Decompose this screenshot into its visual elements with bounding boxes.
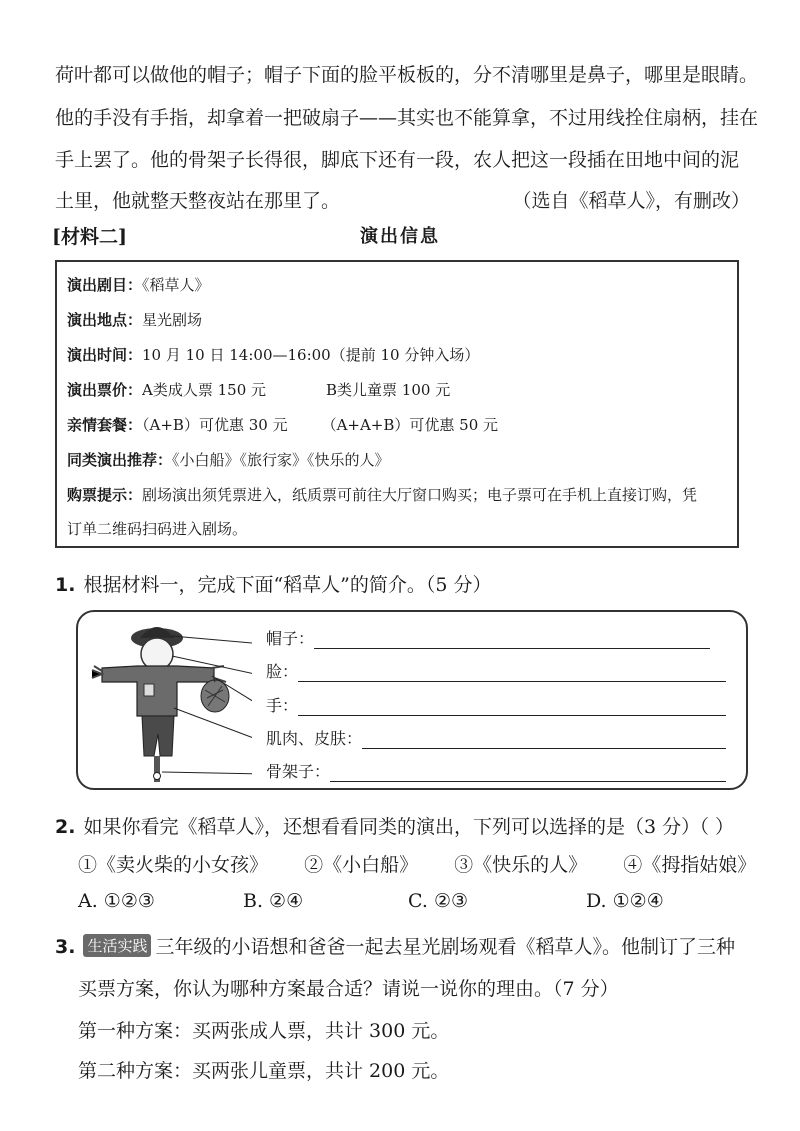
material1-line-2: 他的手没有手指，却拿着一把破扇子——其实也不能算拿，不过用线拴住扇柄，挂在: [55, 107, 759, 129]
choice-b[interactable]: B. ②④: [243, 890, 304, 912]
info-tips-label: 购票提示：: [67, 486, 143, 504]
fill-row-skeleton[interactable]: [266, 759, 726, 782]
answer-line-hat[interactable]: [314, 632, 710, 649]
material2-label: [材料二]: [52, 226, 127, 248]
question-2-options: [78, 850, 786, 877]
answer-line-skeleton[interactable]: [330, 765, 726, 782]
fill-label-face: 脸：: [266, 662, 299, 681]
question-2: [55, 812, 700, 839]
fill-label-skin: 肌肉、皮肤：: [266, 729, 363, 748]
info-tips: [67, 484, 697, 505]
info-family-label: 亲情套餐：: [67, 416, 143, 434]
answer-blank-q2[interactable]: （ ）: [690, 816, 735, 838]
question-3-number: 3.: [55, 936, 76, 958]
info-price-a: A类成人票 150 元: [142, 381, 267, 399]
answer-line-face[interactable]: [298, 665, 726, 682]
choice-d[interactable]: D. ①②④: [586, 890, 664, 912]
option-1: ①《卖火柴的小女孩》: [78, 854, 269, 876]
option-3: ③《快乐的人》: [454, 854, 588, 876]
performance-info-box: [55, 260, 739, 548]
fill-row-face[interactable]: [266, 659, 726, 682]
info-price-b: B类儿童票 100 元: [326, 381, 451, 399]
fill-label-skeleton: 骨架子：: [266, 762, 331, 781]
question-1-number: 1.: [55, 574, 76, 596]
question-2-text: 如果你看完《稻草人》，还想看看同类的演出，下列可以选择的是（3 分）: [83, 816, 701, 838]
plan-2: 第二种方案：买两张儿童票，共计 200 元。: [78, 1060, 450, 1082]
fill-row-skin[interactable]: [266, 726, 726, 749]
answer-line-hand[interactable]: [298, 699, 726, 716]
scarecrow-figure-box: [76, 610, 748, 790]
info-time-value: 10 月 10 日 14:00—16:00（提前 10 分钟入场）: [142, 346, 480, 364]
material1-source: （选自《稻草人》，有删改）: [512, 190, 750, 212]
info-recommend-label: 同类演出推荐：: [67, 451, 173, 469]
info-price-label: 演出票价：: [67, 381, 143, 399]
info-program: [67, 274, 210, 295]
question-3-text-1: 三年级的小语想和爸爸一起去星光剧场观看《稻草人》。他制订了三种: [155, 936, 735, 958]
info-recommend: [67, 449, 390, 470]
info-price: [67, 379, 450, 400]
question-3-text-2: 买票方案，你认为哪种方案最合适？请说一说你的理由。（7 分）: [78, 978, 619, 1000]
fill-label-hat: 帽子：: [266, 629, 315, 648]
material1-line-1: 荷叶都可以做他的帽子；帽子下面的脸平板板的，分不清哪里是鼻子，哪里是眼睛。: [55, 64, 759, 86]
choice-a[interactable]: A. ①②③: [78, 890, 155, 912]
material1-line-3: 手上罢了。他的骨架子长得很，脚底下还有一段，农人把这一段插在田地中间的泥: [55, 149, 740, 171]
material2-title: 演出信息: [360, 226, 440, 247]
fill-row-hat[interactable]: [266, 626, 710, 649]
info-tips-value-1: 剧场演出须凭票进入，纸质票可前往大厅窗口购买；电子票可在手机上直接订购，凭: [142, 486, 698, 504]
info-venue-value: 星光剧场: [142, 311, 203, 329]
info-venue-label: 演出地点：: [67, 311, 143, 329]
info-program-label: 演出剧目：: [67, 276, 143, 294]
fill-row-hand[interactable]: [266, 693, 726, 716]
info-time: [67, 344, 479, 365]
fill-label-hand: 手：: [266, 696, 299, 715]
info-program-value: 《稻草人》: [142, 276, 210, 294]
plan-1: 第一种方案：买两张成人票，共计 300 元。: [78, 1020, 450, 1042]
option-2: ②《小白船》: [304, 854, 419, 876]
choice-c[interactable]: C. ②③: [408, 890, 469, 912]
info-family: [67, 414, 498, 435]
scarecrow-illustration: [82, 616, 252, 788]
option-4: ④《拇指姑娘》: [623, 854, 757, 876]
question-1-text: 根据材料一，完成下面“稻草人”的简介。（5 分）: [83, 574, 492, 596]
info-family-1: （A+B）可优惠 30 元: [142, 416, 288, 434]
info-family-2: （A+A+B）可优惠 50 元: [321, 416, 499, 434]
info-venue: [67, 309, 202, 330]
answer-line-skin[interactable]: [362, 732, 726, 749]
info-time-label: 演出时间：: [67, 346, 143, 364]
question-3: [55, 932, 735, 959]
info-recommend-value: 《小白船》《旅行家》《快乐的人》: [172, 451, 390, 469]
question-1: [55, 570, 492, 597]
info-tips-cont: 订单二维码扫码进入剧场。: [67, 520, 248, 538]
question-2-choices: [78, 890, 738, 918]
material1-line-4: 土里，他就整天整夜站在那里了。: [55, 190, 341, 212]
life-practice-tag: 生活实践: [83, 934, 151, 957]
question-2-number: 2.: [55, 816, 76, 838]
